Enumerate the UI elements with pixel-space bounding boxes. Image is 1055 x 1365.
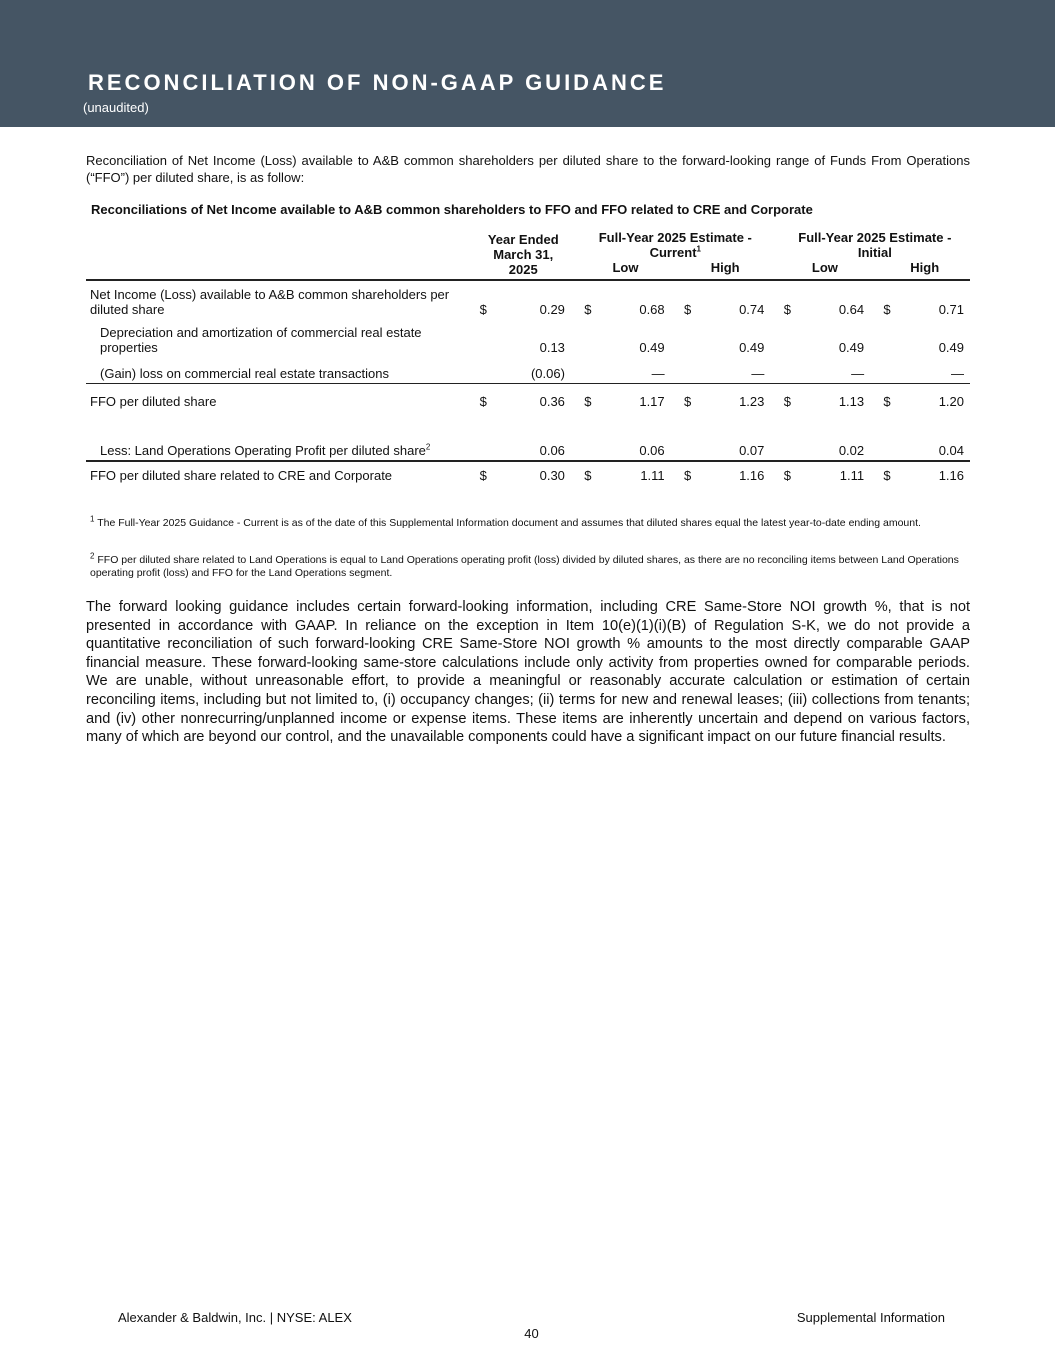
row-label-depreciation: Depreciation and amortization of commercial real estate properties [100,325,422,355]
value-cell: 0.02 [838,443,865,458]
intro-text: Reconciliation of Net Income (Loss) available to A&B common shareholders per diluted share to the forward-looking range of Funds From Operations (“FFO”) per diluted share, is as follow: [86,153,970,185]
header-current-low: Low [580,260,670,280]
value-cell: 1.23 [697,384,770,421]
value-cell: 0.36 [493,384,571,421]
header-current-estimate: Full-Year 2025 Estimate - Current$^1$ [598,230,752,260]
value-cell: 0.49 [938,340,964,355]
value-cell: 1.16 [897,461,970,488]
value-cell: 1.11 [797,461,870,488]
row-label-net-income: Net Income (Loss) available to A&B common shareholders per diluted share [90,287,450,317]
value-cell: 0.06 [639,443,665,458]
table-title: Reconciliations of Net Income available to A&B common shareholders to FFO and FFO related to CRE and Corporate [91,202,813,217]
header-initial-estimate: Full-Year 2025 Estimate - Initial [798,230,952,260]
guidance-paragraph: The forward looking guidance includes certain forward-looking information, including CRE Same-Store NOI growth %, that is not presented in accordance with GAAP. In reliance on the exception in Item 10(e)(1)(i)(B) of Regulation S-K, we do not provide a quantitative reconciliation of such forward-looking CRE Same-Store NOI growth % amounts to the most directly comparable GAAP financial measure. These forward-looking same-store calculations include only activity from properties owned for comparable periods. We are unable, without unreasonable effort, to provide a meaningful or reasonably accurate calculation or estimation of certain reconciling items, including but not limited to, (i) occupancy changes; (ii) terms for new and renewal leases; (iii) collections from tenants; and (iv) other nonrecurring/unplanned income or expense items. These items are inherently uncertain and depend on various factors, many of which are beyond our control, and the unavailable components could have a significant impact on our future financial results. [86,599,970,746]
value-cell: 1.16 [697,461,770,488]
row-label-less-land: Less: Land Operations Operating Profit per diluted share$^2$ [100,442,431,458]
table-row: FFO per diluted share related to CRE and Corporate $ 0.30 $ 1.11 $ 1.16 $ 1.11 $ 1.16 [86,461,970,488]
value-cell: (0.06) [493,355,571,384]
value-cell: 1.20 [897,384,970,421]
value-cell: — [697,355,770,384]
header-year-ended: Year Ended March 31, 2025 [476,230,571,280]
value-cell: 0.71 [938,302,964,317]
value-cell: 0.68 [639,302,665,317]
value-cell: 0.74 [739,302,765,317]
header-initial-high: High [879,260,970,280]
value-cell: 0.64 [838,302,865,317]
value-cell: 1.11 [598,461,671,488]
table-row [86,355,970,384]
table-row [86,438,970,461]
value-cell: 1.13 [797,384,870,421]
value-cell: 0.29 [539,302,565,317]
value-cell: 0.06 [539,443,565,458]
footnote-2: $^2$ FFO per diluted share related to Land Operations is equal to Land Operations operating profit (loss) divided by diluted shares, as there are no reconciling items between Land Operations operating profit (loss) and FFO for the Land Operations segment. [90,551,959,579]
row-label-gain-loss: (Gain) loss on commercial real estate transactions [100,366,390,381]
value-cell: 1.17 [598,384,671,421]
table-row: FFO per diluted share $ 0.36 $ 1.17 $ 1.23 $ 1.13 $ 1.20 [86,384,970,421]
row-label-ffo: FFO per diluted share [86,384,476,421]
header-initial-low: Low [780,260,870,280]
value-cell: 0.49 [838,340,865,355]
value-cell: — [598,355,671,384]
page-title: RECONCILIATION OF NON-GAAP GUIDANCE [88,70,667,95]
reconciliation-table [86,230,970,488]
value-cell: — [897,355,970,384]
value-cell: — [797,355,870,384]
footnote-1: $^1$ The Full-Year 2025 Guidance - Current is as of the date of this Supplemental Information document and assumes that diluted shares equal the latest year-to-date ending amount. [90,514,921,529]
value-cell: 0.13 [539,340,565,355]
value-cell: 0.30 [493,461,571,488]
value-cell: 0.49 [739,340,765,355]
value-cell: 0.04 [938,443,964,458]
table-row [86,319,970,355]
footer-doc-title: Supplemental Information [796,1310,945,1325]
row-label-ffo-cre: FFO per diluted share related to CRE and Corporate [86,461,476,488]
value-cell: 0.07 [739,443,765,458]
page-number: 40 [524,1326,539,1341]
footer-company: Alexander & Baldwin, Inc. | NYSE: ALEX [118,1310,352,1325]
header-banner [0,0,1055,127]
page-subtitle: (unaudited) [83,100,149,115]
header-current-high: High [680,260,770,280]
table-row: Net Income (Loss) available to A&B common shareholders per diluted share $ 0.29 $ 0.68 $ 0.74 $ 0.64 $ 0.71 [86,280,970,319]
value-cell: 0.49 [639,340,665,355]
